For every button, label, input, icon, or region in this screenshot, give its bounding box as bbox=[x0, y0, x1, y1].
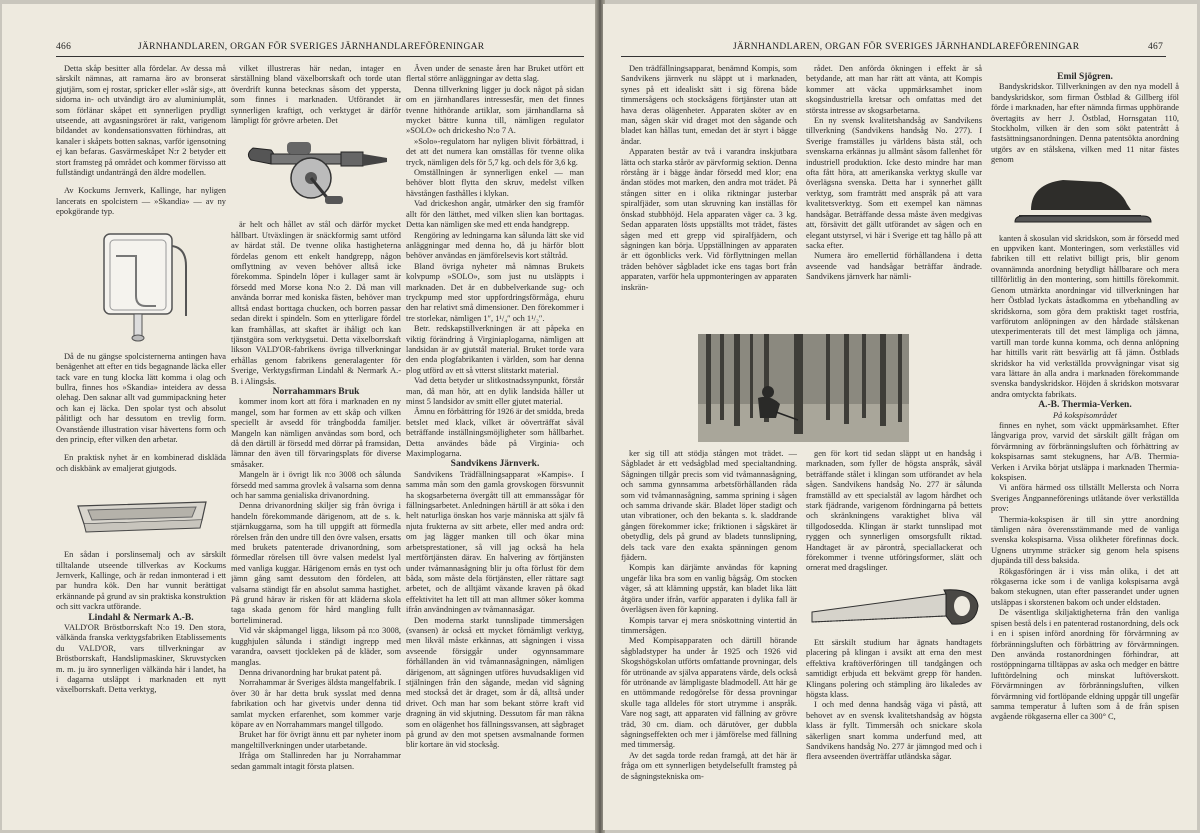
paragraph: Ämnu en förbättring för 1926 är det smidda, breda betslet med klack, vilket är oöverträffat såväl beträffande inställningsmöjligheter som hållbarhet. Detta användes både på Virginia- och Maximplogarna. bbox=[406, 407, 584, 459]
section-heading: Emil Sjögren. bbox=[1057, 72, 1113, 82]
page-number-left: 466 bbox=[56, 42, 72, 52]
page-number-right: 467 bbox=[1148, 42, 1164, 52]
paragraph: gen för kort tid sedan släppt ut en handsåg i marknaden, som fyller de högsta anspråk, såväl beträffande stålet i klingan som utförandet av hela sågen. Sandvikens handsåg No. 277 är sålunda framställd av ett specialstål av lagom hårdhet och stark fjädrande, varigenom fördningarna på bettets och skränkningens varaktighet bliva väl tillgodosedda. Klingan är starkt tunnslipad mot ryggen och synnerligen omsorgsfullt riktad. Handtaget är av pärontrå, speciallackerat och förekommer i tvenne utföringsformer, slätt och ornerat med dragslinger. bbox=[806, 449, 982, 573]
paragraph: I och med denna handsåg väga vi påstå, att behovet av en svensk kvalitetshandsåg av högsta klass är fyllt. Timmersåh och snickare skola säkerligen snart komma underfund med, att Sandvikens handsåg No. 277 är jämngod med och i flera avseenden överträffar utländska sågar. bbox=[806, 700, 982, 762]
paragraph: Av Kockums Jernverk, Kallinge, har nyligen lancerats en spolcistern — »Skandia» — av ny epokgörande typ. bbox=[56, 186, 226, 217]
right-page bbox=[603, 4, 1197, 830]
paragraph: Rengöring av ledningarna kan sålunda lätt ske vid anläggningar med denna ho, då ju härför blott behöver användas en jämförelsevis kort ståltråd. bbox=[406, 230, 584, 261]
paragraph: rådet. Den anförda ökningen i effekt är så betydande, att man har rätt att vänta, att Kompis kommer att väcka uppmärksamhet inom skogsindustriella kretsar och omfattas med det största intresse av skogsarbetarna. bbox=[806, 64, 982, 115]
header-rule bbox=[56, 56, 584, 57]
paragraph: Betr. redskapstillverkningen är att påpeka en viktig förändring å Virginiaplogarna, nämligen att landsidan är av gjutstål material. Bruket torde vara den enda plogfabrikanten i världen, som har denna plog utförd av ett så vtterst slitstarkt material. bbox=[406, 324, 584, 375]
right-column-3 bbox=[991, 64, 1179, 824]
handsaw-figure bbox=[806, 582, 982, 634]
right-column-1-bottom bbox=[621, 449, 797, 824]
breast-drill-figure bbox=[231, 130, 401, 216]
header-rule bbox=[621, 56, 1166, 57]
paragraph: Denna drivanordning skiljer sig från övriga i handeln förekommande därigenom, att de s. k. stjärnkuggarna, som ha till uppgift att förmedla rörelsen från den undre till den övre valsen, ersatts med brukets patenterade drivanordning, som förmedlar rörelsen till övre valsen medelst lyal med vanliga kuggar. Härigenom ernås en tyst och jämn gång samt dessutom den fördelen, att valsarna ständigt får en absolut samma hastighet. På grund härav är risken för att kläderna skola taga skada genom för hård mangling fullt borteliminerad. bbox=[231, 501, 401, 625]
paragraph: Thermia-kokspisen är till sin yttre anordning tämligen nära överensstämmande med de vanliga svenska kokspisarna. Vissa olikheter förefinnas dock. Ugnens utrymme sträcker sig genom hela spisens djupända till dess baksida. bbox=[991, 514, 1179, 566]
paragraph: Omställningen är synnerligen enkel — man behöver blott flytta den skruv, medelst vilken hävstången fasthålles i klykan. bbox=[406, 168, 584, 198]
paragraph: ker sig till att stödja stången mot trädet. — Sågbladet är ett vedsågblad med specialtandning. Sågningen tillgår precis som vid tvåmannasågning, och samma gynnsamma arbetsförhållanden råda som vid tvåmannasågning, samma sprining i sågen och samma drivande skär. Bladet löper stadigt och utan vibrationer, och den bekanta s. k. sladdrande gången förekommer icke; friktionen i sågskäret är obetydlig, dels på grund av bladets tunnslipning, dels tack vare den exakta spänningen genom fjädern. bbox=[621, 449, 797, 563]
paragraph: vilket illustreras här nedan, intager en särställning bland växelborrskaft och torde utan överdrift kunna betecknas såsom det yppersta, som finnes i marknaden. Utförandet är synnerligen kraftigt, och verktyget är därför lämpligt för grövre arbeten. Det bbox=[231, 64, 401, 126]
section-heading: Norrahammars Bruk bbox=[272, 386, 360, 397]
paragraph: Den moderna starkt tunnslipade timmersågen (svansen) är också ett mycket förnämligt verktyg, men likväl måste erkännas, att sågningen i vissa avseende försiggår under ogynnsammare förhållanden än vid tvåmannasågningen, nämligen därigenom, att sågningen utföres huvudsakligen vid stjälningen från den sågande, medan vid sågning med stockså det är draget, som år då, alltså under drivet. Och man har som bekant större kraft vid dragning än vid skjutning. Dessutom får man räkna som en olägenhet hos fällningssvansen, att sågbraget på grund av den mot spetsen avsmalnande formen blir kortare än vid stocksåg. bbox=[406, 615, 584, 750]
paragraph: Sandvikens Trädfällningsapparat »Kampis». I samma mån som den gamla grovskogen försvunnit ha skogsarbeterna övergått till att emmanssågar för fällningsarbetet. Anledningen härtill är att söka i den helt naturliga önskan hos varje människa att själv få njuta frukterna av sitt arbete, eller med andra ord: om jag lägger manken till och ökar mina arbetsprestationer, så vill jag också ha hela mertförtjänsten därav. En halvering av förtjänsten under tvåmannasågning blir ju ofta förlust för dem båda, som måste dela förtjänsten, eller rättare sagt arbetet, och de alltjämt växande kraven på ökad effektivitet ha lett till att man alltmer söker komma ifrån användningen av tvåmannasågar. bbox=[406, 469, 584, 615]
paragraph: Mangeln är i övrigt lik n:o 3008 och sålunda försedd med samma grovlek å valsarna som denna och har samma genialiska drivanordning. bbox=[231, 470, 401, 500]
paragraph: Då de nu gängse spolcisternerna antingen hava benägenhet att efter en tids begagnande läcka eller tack vare en tung klocka lätt komma i olag och bullra, finnes hos »Skandia» inteidera av dessa olehag. Den saknar allt vad gummipackning heter och kan ej läcka. Den spolar tyst och absolut pålitligt och har dessutom en trevlig form. Ovanstående illustration visar hävertens form och den princip, efter vilken den arbetar. bbox=[56, 351, 226, 444]
paragraph: En praktisk nyhet är en kombinerad diskläda och diskbänk av emaljerat gjutgods. bbox=[56, 453, 226, 473]
paragraph: Numera äro emellertid förhållandena i detta avseende vad handsågar beträffar ändrade. Sandvikens järnverk har nämli- bbox=[806, 251, 982, 282]
paragraph: Rökgasföringen är i viss mån olika, i det att rökgaserna icke som i de vanliga kokspisarna avgå bakom stekugnen, utan efter passerandet under ugnen utsläppas i skorstenen bakom och under eldstaden. bbox=[991, 566, 1179, 607]
right-column-2-mid bbox=[806, 449, 982, 577]
running-head-right: JÄRNHANDLAREN, ORGAN FÖR SVERIGES JÄRNHANDLAREFÖRENINGAR bbox=[733, 42, 1080, 52]
paragraph: Kompis tarvar ej mera snöskottning vintertid än timmersågen. bbox=[621, 615, 797, 635]
left-column-3 bbox=[406, 64, 584, 824]
paragraph: Norrahammar är Sveriges äldsta mangelfabrik. I över 30 år har detta bruk sysslat med denna fabrikation och har givetvis under denna tid samlat mycken erfarenhet, som kommer varje köpare av en Norrahammars mangel tillgodo. bbox=[231, 678, 401, 729]
paragraph: Denna tillverkning ligger ju dock något på sidan om en järnhandlares intressesfär, men det finnes tvenne hithörande artiklar, som järnhandlarna så mycket bättre kunna till, nämligen regulator »SOLO» och drickesho N:o 7 A. bbox=[406, 84, 584, 136]
section-subheading: På kokspisområdet bbox=[1053, 410, 1117, 420]
paragraph: Av det sagda torde redan framgå, att det här är fråga om ett synnerligen betydelsefullt framsteg på de sågningstekniska om- bbox=[621, 750, 797, 781]
paragraph: Bland övriga nyheter må nämnas Brukets kolvpump »SOLO», som just nu utsläppts i marknaden. Det är en dubbelverkande sug- och tryckpump med stor uppfordringsförmåga, ehuru den har relativt små dimensioner. Den förekommer i tre storlekar, nämligen 1″, 1¹/₄″ och 1¹/₂″. bbox=[406, 261, 584, 323]
paragraph: Ett särskilt studium har ägnats handtagets placering på klingan i avsikt att erna den mest effektiva kraftöverföringen till tandgången och samtidigt erbjuda ett bekvämt grepp för handen. Klingans polering och stämpling äro likaledes av högsta klass. bbox=[806, 638, 982, 700]
paragraph: En sådan i porslinsemalj och av särskilt tilltalande utseende tillverkas av Kockums Jernverk, Kallinge, och är redan inmonterad i ett par hundra kök. Den har vunnit berättigat erkännande på grund av sin praktiska konstruktion och sitt vackra utförande. bbox=[56, 550, 226, 612]
paragraph: Bruket har för övrigt ännu ett par nyheter inom mangeltillverkningen under utarbetande. bbox=[231, 730, 401, 750]
paragraph: Även under de senaste åren har Bruket utfört ett flertal större anläggningar av detta slag. bbox=[406, 64, 584, 84]
paragraph: är helt och hållet av stål och därför mycket hållbart. Utväxlingen är snäckformig samt utförd av härdat stål. De tvenne olika hastigheterna fördelas genom ett enkelt handgrepp, någon omflyttning av veven behöver alltså icke förekomma. Spindeln löper i kullager samt är försedd med Morse kona N:o 2. Då man vill använda borrar med koniska fästen, behöver man alltså endast borttaga chucken, och borren passar sedan direkt i spindeln. Som en ytterligare fördel kan framhållas, att skaftet är ihåligt och kan tjänstgöra som verktygsetui. Detta växelborrskaft likson VALD'OR-fabrikens övriga tillverkningar erhållas genom fabrikens generalagenter för Sverige, Verktygsfirman Lindahl & Nermark A.-B. i Alingsås. bbox=[231, 220, 401, 386]
section-heading: Sandvikens Järnverk. bbox=[450, 459, 540, 470]
section-heading: Lindahl & Nermark A.-B. bbox=[88, 612, 194, 623]
paragraph: Ifråga om Stallinreden har ju Norrahammar sedan gammalt intagit första platsen. bbox=[231, 751, 401, 771]
paragraph: kanten å skosulan vid skridskon, som är försedd med en uppviken kant. Monteringen, som verkställes vid fabriken till ett relativt billigt pris, blir genom ovannämnda anordning betydligt hållbarare och mera tillförlitlig än den montering, som hittills förekommit. Genom utmärkta anordningar vid tillverkningen har herr Östblad lyckats åstadkomma en ytbehandling av skridskorna, som göra dem praktiskt taget rostfria, varförutom anlöpningen av den hårdade stålskenan utexperimenterats till det mest lämpliga och jämna, vartill man torde kunna komma, och denna anlöpning har hittills varit rätt besvärlig att få jämn. Östblads skridskor ha vid verkställda provvågningar visat sig vara lättare än alla andra i marknaden förekommande svenska bandyskridskor. Höjden å skridskon motsvarar andra omtyckta fabrikats. bbox=[991, 233, 1179, 399]
left-column-1 bbox=[56, 64, 226, 824]
cistern-figure bbox=[56, 226, 226, 346]
paragraph: VALD'OR Bröstborrskaft N:o 19. Den stora, välkända franska verktygsfabriken Etablissements du VALD'OR, vars tillverkningar av Bröstborrskaft, Handslipmaskiner, Skruvstycken m. m. ju äro synnerligen välkända här i landet, ha i dagarna utsläppt i marknaden ett nytt växelborrskaft. Detta verktyg, bbox=[56, 623, 226, 695]
paragraph: Kompis kan därjämte användas för kapning ungefär lika bra som en vanlig bågsåg. Om stocken väger, så att klämning uppstår, kan bladet lika lätt åtgöra under ifrån, varför apparaten i dylika fall är överlägsen även för kapning. bbox=[621, 563, 797, 615]
paragraph: »Solo»-regulatorn har nyligen blivit förbättrad, i det att det numera kan omställas för tvenne olika tryck, nämligen dels för 5,7 kg. och dels för 3,6 kg. bbox=[406, 136, 584, 167]
paragraph: Vad detta betyder ur slitkostnadssynpunkt, förstår man, då man hör, att en dylik landsida håller ut minst 5 landsidor av smitt eller gjutet material. bbox=[406, 376, 584, 406]
paragraph: Med Kompisapparaten och därtill hörande sågbladstyper ha under år 1925 och 1926 vid Skogshögskolan utförts omfattande provningar, dels för utrönande av själva apparatens värde, dels också för utrönande av lämpligaste bladmodell. Att här ge en uttömmande redogörelse för dessa provningar skulle taga alldeles för stort utrymme i anspråk. Vare nog sagt, att apparaten vid fällning av grövre träd, 30 cm. diam. och därutöver, ger dubbla sågningseffekten och mer i jämförelse med fällning med timmersåg. bbox=[621, 636, 797, 750]
left-page bbox=[2, 4, 597, 830]
paragraph: finnes en nyhet, som väckt uppmärksamhet. Efter långvariga prov, varvid det särskilt gällt frågan om förvärmning av förbränningsluften och förhättring av kokspisarnas samt stekugnens, har A/B. Thermia-Verken i Arvika börjat utsläppa i marknaden Thermia-kokspisen. bbox=[991, 420, 1179, 482]
paragraph: kommer inom kort att föra i marknaden en ny mangel, som har formen av ett skåp och vilken speciellt är avsedd för trångbodda familjer. Mangeln kan nämligen användas som bord, och då den därtill är försedd med dörrar på framsidan, lämnar den även till förvaringsplats för diverse småsaker. bbox=[231, 397, 401, 469]
left-column-2 bbox=[231, 64, 401, 824]
paragraph: Den trädfällningsapparat, benämnd Kompis, som Sandvikens järnverk nu släppt ut i marknaden, synes på ett idealiskt sätt i sig förena både timmersågens och stocksågens förtjänster utan att hava deras olägenheter. Apparaten sköter av en man, sågen skär vid draget mot den sågande och bladet kan hållas tunt, emedan det är styrt i bägge ändar. bbox=[621, 64, 797, 146]
paragraph: Denna drivanordning har brukat patent på. bbox=[239, 667, 382, 677]
paragraph: Detta skåp besitter alla fördelar. Av dessa må särskilt nämnas, att ramarna äro av bronserat gjutjärn, som ej rostar, spricker eller »slår sig», att sidorna in- och utvändigt äro av aluminiumplåt, som förlänar skåpet ett synnerligen prydligt utseende, att avgasningsröret är rakt, varigenom bildandet av kondensationsvatten förhindras, att kanaler i skåpets botten saknas, varför igensotning ej kan befaras. Gasvärmeskåpet N:r 2 betyder ett stort framsteg på området och kommer förvisso att fullständigt undanträngå den äldre modellen. bbox=[56, 64, 226, 178]
right-column-2-top bbox=[806, 64, 982, 326]
paragraph: Vid vår skåpmangel ligga, liksom på n:o 3008, kugghjulen sålunda i ständigt ingrepp med varandra, oavsett tjockleken på de kläder, som manglas. bbox=[231, 626, 401, 667]
right-column-2-bottom bbox=[806, 638, 982, 824]
sink-figure bbox=[56, 480, 226, 544]
running-head-left: JÄRNHANDLAREN, ORGAN FÖR SVERIGES JÄRNHANDLAREFÖRENINGAR bbox=[138, 42, 485, 52]
right-column-1-top bbox=[621, 64, 797, 326]
forest-photo bbox=[698, 334, 909, 442]
section-heading: A.-B. Thermia-Verken. bbox=[1038, 400, 1132, 411]
skate-figure bbox=[991, 170, 1179, 230]
paragraph: En ny svensk kvalitetshandsåg av Sandvikens tillverkning (Sandvikens handsåg No. 277). I Sverige framställes ju världens bästa stål, och svenskarna erkännas ju allmänt såsom fallenhet för industriell produktion. Icke desto mindre har man ofta fått höra, att amerikanska verktyg skulle var överlägsna svenska. Detta har i synnerhet gällt verktyg, som framträtt med anspråk på att vara kvalitetsverktyg. Som ett exempel kan nämnas handsågar. Beträffande dessa måste även medgivas att, försävitt det gällt utförandet av sågen och en elegant utstyrsel, vi här i Sverige ett tag hållo på att sacka efter. bbox=[806, 116, 982, 250]
paragraph: Bandyskridskor. Tillverkningen av den nya modell å bandyskridskor, som firman Östblad & Gillberg iföl förde i marknaden, har efter nämnda firmas upphörande övertagits av herr J. Östblad, Hornsgatan 110, Stockholm, vilken är den som sökt patentrått å fastsättningsanordningen. Denna patentsökta anordning utgörs av en stålskena, vilken med 11 nitar fästes genom bbox=[991, 82, 1179, 165]
paragraph: Vi anföra härmed oss tillställt Mellersta och Norra Sveriges Ångpanneförenings utlåtande över verkställda prov: bbox=[991, 483, 1179, 514]
paragraph: Apparaten består av två i varandra inskjutbara lätta och starka stårör av pärvformig sektion. Denna rörstång är i bägge ändar försedd med klor; ena ändan stödes mot marken, den andra mot trädet. På stången sitter en i olika riktningar justerbar spiralfjäder, som utan skruvning kan inställas för önskad stubbhöjd. Hela apparaten väger ca. 3 kg. Sedan apparaten lösts uppställts mot trädet, fästes sågen med ett grepp vid spiralfjädern, och sågningen kan börja. Uppställningen av apparaten är ett ögonblicks verk. Vid förflyttningen mellan träden behöver sågbladet icke ens tagas bort från apparaten, varför hela uppmonteringen av apparaten inskrän- bbox=[621, 147, 797, 292]
paragraph: De väsentliga skiljaktigheterna från den vanliga spisen bestå dels i en patenterad rostanordning, dels ock i en i spisen införd anordning för förvärmning av förbränningsluften och förbättring av förvärmningen. Den använda rostanordningen förhindrar, att rostöppningarna tilltäppas av aska och medger en bättre lufttördelning och minskat luftöverskott. Förvärmningen av förbränningsluften, vilken förvärmning vid fortlöpande eldning uppgår till ungefär samma temperatur å luften som å de från spisen avgående rökgaserna eller ca 300° C, bbox=[991, 608, 1179, 722]
paragraph: Vad drickeshon angår, utmärker den sig framför allt för den lätthet, med vilken slien kan borttagas. Detta kan nämligen ske med ett enda handgrepp. bbox=[406, 199, 584, 230]
